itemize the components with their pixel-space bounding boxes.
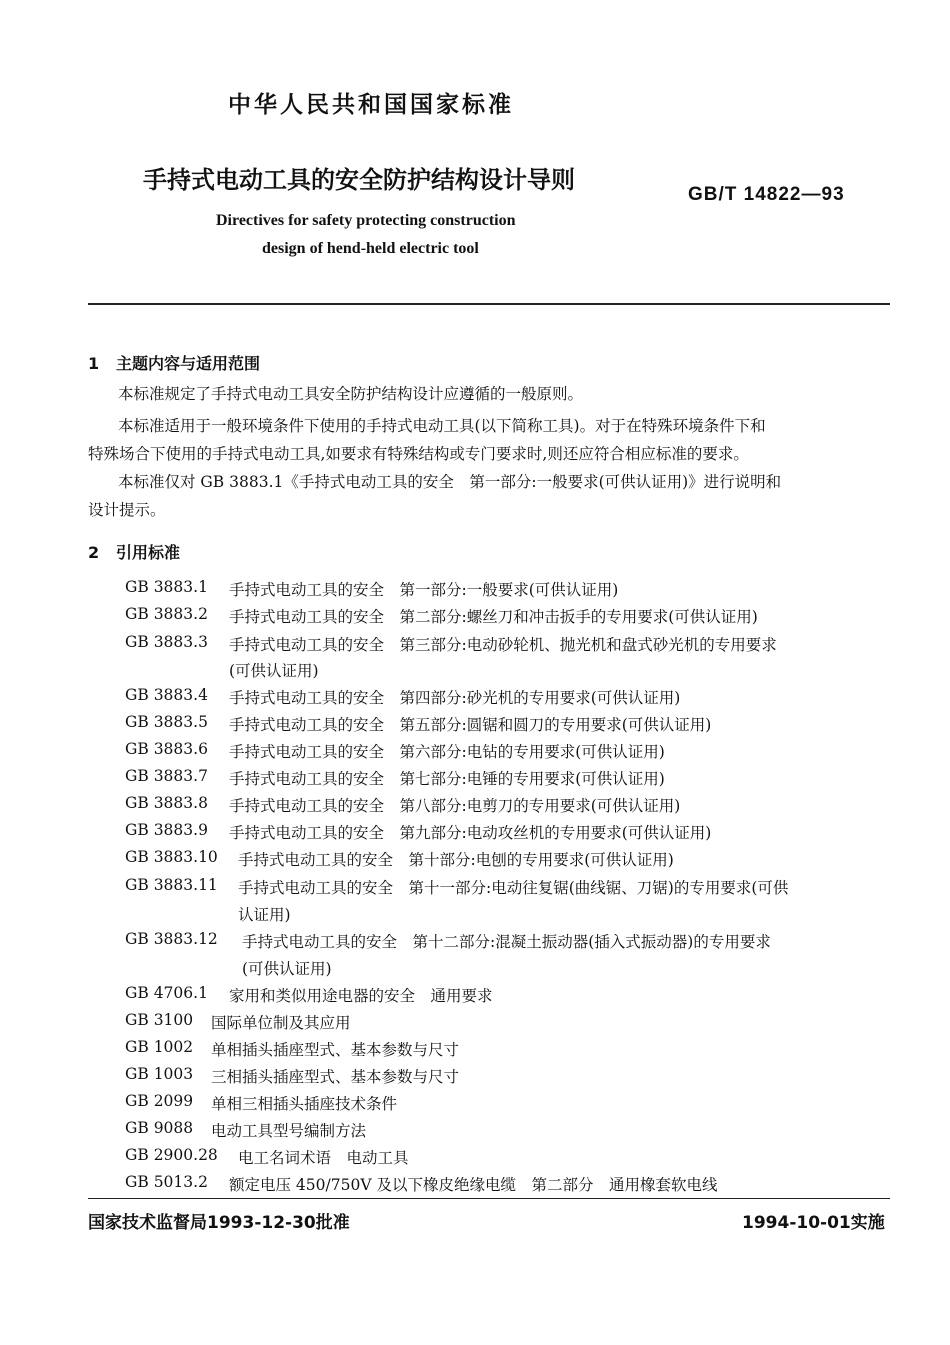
ref-code: GB 2099	[125, 1092, 194, 1110]
section-2-number: 2	[88, 543, 100, 562]
section-1-title: 主题内容与适用范围	[116, 354, 261, 373]
ref-title: 手持式电动工具的安全 第九部分:电动攻丝机的专用要求(可供认证用)	[229, 824, 712, 842]
ref-title: 手持式电动工具的安全 第三部分:电动砂轮机、抛光机和盘式砂光机的专用要求	[229, 636, 777, 654]
ref-title: 国际单位制及其应用	[211, 1014, 351, 1032]
implementation-date: 1994-10-01实施	[742, 1213, 885, 1233]
section-1-para-1: 本标准规定了手持式电动工具安全防护结构设计应遵循的一般原则。	[118, 385, 584, 403]
ref-code: GB 3883.7	[125, 767, 208, 785]
ref-code: GB 3883.9	[125, 821, 208, 839]
ref-title: 单相三相插头插座技术条件	[211, 1095, 398, 1113]
ref-title: 手持式电动工具的安全 第八部分:电剪刀的专用要求(可供认证用)	[229, 797, 681, 815]
ref-code: GB 3883.1	[125, 578, 208, 596]
ref-code: GB 3883.10	[125, 848, 218, 866]
ref-code: GB 9088	[125, 1119, 194, 1137]
ref-code: GB 3883.6	[125, 740, 208, 758]
ref-code: GB 3883.4	[125, 686, 208, 704]
ref-title-continued: (可供认证用)	[229, 662, 319, 680]
ref-title: 三相插头插座型式、基本参数与尺寸	[211, 1068, 460, 1086]
ref-code: GB 3100	[125, 1011, 194, 1029]
section-1-heading	[88, 351, 260, 374]
document-title: 手持式电动工具的安全防护结构设计导则	[143, 166, 575, 194]
ref-code: GB 2900.28	[125, 1146, 218, 1164]
header-divider	[88, 303, 890, 305]
section-2-heading	[88, 540, 180, 563]
ref-title: 手持式电动工具的安全 第十一部分:电动往复锯(曲线锯、刀锯)的专用要求(可供	[238, 879, 789, 897]
ref-title: 手持式电动工具的安全 第一部分:一般要求(可供认证用)	[229, 581, 619, 599]
section-1-para-2-line-1: 本标准适用于一般环境条件下使用的手持式电动工具(以下简称工具)。对于在特殊环境条件下和	[118, 417, 766, 435]
national-standard-header: 中华人民共和国国家标准	[228, 92, 514, 118]
ref-title: 手持式电动工具的安全 第十部分:电刨的专用要求(可供认证用)	[238, 851, 674, 869]
english-title-line-1: Directives for safety protecting construction	[216, 212, 516, 229]
ref-code: GB 1003	[125, 1065, 194, 1083]
section-1-para-3-line-1: 本标准仅对 GB 3883.1《手持式电动工具的安全 第一部分:一般要求(可供认证用)》进行说明和	[118, 473, 782, 491]
ref-code: GB 3883.12	[125, 930, 218, 948]
ref-title: 手持式电动工具的安全 第十二部分:混凝土振动器(插入式振动器)的专用要求	[242, 933, 771, 951]
section-1-para-2-line-2: 特殊场合下使用的手持式电动工具,如要求有特殊结构或专门要求时,则还应符合相应标准的要求。	[88, 445, 749, 463]
ref-code: GB 3883.2	[125, 605, 208, 623]
ref-title: 手持式电动工具的安全 第六部分:电钻的专用要求(可供认证用)	[229, 743, 665, 761]
ref-code: GB 4706.1	[125, 984, 208, 1002]
ref-title: 家用和类似用途电器的安全 通用要求	[229, 987, 493, 1005]
footer-divider	[88, 1198, 890, 1199]
ref-code: GB 5013.2	[125, 1173, 208, 1191]
ref-title: 手持式电动工具的安全 第四部分:砂光机的专用要求(可供认证用)	[229, 689, 681, 707]
ref-code: GB 3883.11	[125, 876, 218, 894]
ref-code: GB 3883.3	[125, 633, 208, 651]
standard-number: GB/T 14822—93	[688, 184, 845, 205]
ref-title: 手持式电动工具的安全 第七部分:电锤的专用要求(可供认证用)	[229, 770, 665, 788]
ref-title: 额定电压 450/750V 及以下橡皮绝缘电缆 第二部分 通用橡套软电线	[229, 1176, 718, 1194]
approval-date: 国家技术监督局1993-12-30批准	[88, 1213, 350, 1233]
section-2-title: 引用标准	[116, 543, 181, 562]
ref-title-continued: (可供认证用)	[242, 960, 332, 978]
ref-code: GB 3883.5	[125, 713, 208, 731]
ref-title-continued: 认证用)	[238, 906, 291, 924]
english-title-line-2: design of hend-held electric tool	[262, 240, 479, 257]
ref-title: 电动工具型号编制方法	[211, 1122, 367, 1140]
section-1-para-3-line-2: 设计提示。	[88, 501, 166, 519]
ref-title: 单相插头插座型式、基本参数与尺寸	[211, 1041, 460, 1059]
ref-title: 手持式电动工具的安全 第二部分:螺丝刀和冲击扳手的专用要求(可供认证用)	[229, 608, 758, 626]
ref-code: GB 1002	[125, 1038, 194, 1056]
section-1-number: 1	[88, 354, 100, 373]
ref-title: 手持式电动工具的安全 第五部分:圆锯和圆刀的专用要求(可供认证用)	[229, 716, 712, 734]
ref-title: 电工名词术语 电动工具	[238, 1149, 409, 1167]
ref-code: GB 3883.8	[125, 794, 208, 812]
